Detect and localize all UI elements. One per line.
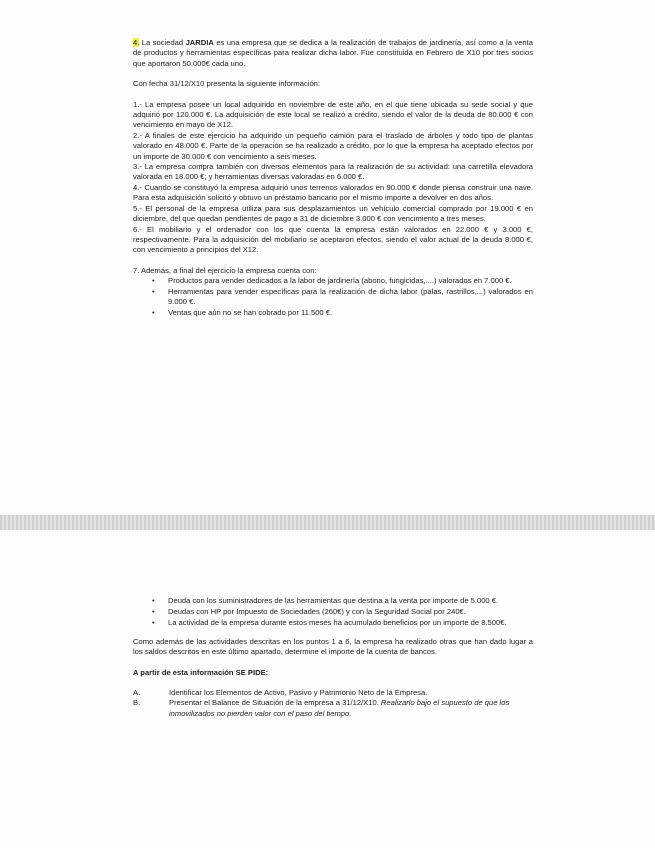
item-2: 2.- A finales de este ejercicio ha adquirido un pequeño camión para el traslado de árboles y todo tipo de plantas valorado en 48.000 €. Parte de la operación se ha realizado a crédito, por lo que la empresa ha aceptado efectos por un importe de 30.000 € con vencimiento a seis meses.	[133, 130, 533, 161]
request-heading: A partir de esta información SE PIDE:	[133, 667, 269, 677]
bullet-icon: •	[152, 617, 155, 627]
request-text: Identificar los Elementos de Activo, Pasivo y Patrimonio Neto de la Empresa.	[169, 687, 428, 697]
page-1-text	[133, 38, 533, 319]
page-2-text	[133, 596, 533, 719]
item-6: 6.- El mobiliario y el ordenador con los que cuenta la empresa están valorados en 22.000 € y 3.000 €, respectivamente. Para la adquisición del mobiliario se aceptaron efectos, siendo el valor actual de la deuda 8.000 €, con vencimiento a principios del X12.	[133, 224, 533, 255]
item-7-intro: 7. Además, a final del ejercicio la empresa cuenta con:	[133, 265, 317, 275]
item-7-bullet-list	[133, 276, 533, 319]
item-4: 4.- Cuando se constituyó la empresa adquirió unos terrenos valorados en 90.000 € donde piensa construir una nave. Para esta adquisición solicitó y obtuvo un préstamo bancario por el mismo importe a devolver en dos años.	[133, 182, 533, 203]
date-line: Con fecha 31/12/X10 presenta la siguiente información:	[133, 79, 321, 89]
request-b	[133, 698, 533, 719]
item-3: 3.- La empresa compra también con diversos elementos para la realización de su actividad: una carretilla elevadora valorada en 18.000 €; y herramientas diversas valoradas en 6.000 €.	[133, 162, 533, 182]
bullet-icon: •	[152, 308, 155, 318]
list-item: • Ventas que aún no se han cobrado por 11.500 €.	[152, 308, 333, 318]
exercise-number-highlight: 4.	[133, 38, 140, 47]
bullet-icon: •	[152, 596, 155, 605]
continued-bullet-list	[133, 596, 533, 628]
request-text: Presentar el Balance de Situación de la empresa a 31/12/X10.	[169, 698, 381, 708]
list-item: • Deuda con los suministradores de las herramientas que destina a la venta por importe de 5.000 €.	[152, 596, 499, 605]
list-item: • La actividad de la empresa durante estos meses ha acumulado beneficios por un importe de 8.500€.	[152, 617, 507, 627]
request-label: A.	[133, 687, 141, 697]
list-item: • Deudas con HP por Impuesto de Sociedades (260€) y con la Seguridad Social por 240€.	[152, 606, 466, 616]
intro-paragraph: 4. La sociedad JARDIA es una empresa que se dedica a la realización de trabajos de jardinería, así como a la venta de productos y herramientas específicas para realizar dicha labor. Fue constituida en Febrero de X10 por tres socios que aportaron 50.000€ cada uno.	[133, 38, 533, 68]
item-5: 5.- El personal de la empresa utiliza para sus desplazamientos un vehículo comercial comprado por 19.000 € en diciembre, del que quedan pendientes de pago a 31 de diciembre 3.000 € con vencimiento a tres meses.	[133, 203, 533, 224]
request-note: Realizarlo bajo el supuesto de que los inmovilizados no pierden valor con el paso del tiempo.	[169, 698, 510, 718]
list-item: • Herramientas para vender específicas para la realización de dicha labor (palas, rastrillos,...) valorados en 9.000 €.	[152, 287, 533, 307]
request-a	[133, 688, 533, 698]
bullet-icon: •	[152, 606, 155, 616]
company-name: JARDIA	[185, 38, 214, 47]
bullet-icon: •	[152, 276, 155, 286]
document-page-2	[0, 530, 655, 848]
request-label: B.	[133, 698, 141, 708]
list-item: • Productos para vender dedicados a la labor de jardinería (abono, fungicidas,....) valorados en 7.000 €.	[152, 276, 512, 286]
item-1: 1.- La empresa posee un local adquirido en noviembre de este año, en el que tiene ubicada su sede social y que adquirió por 120.000 €. La adquisición de este local se realizó a crédito, siendo el valor de la deuda de 80.000 € con vencimiento en mayo de X12.	[133, 99, 533, 130]
summary-paragraph: Como además de las actividades descritas en los puntos 1 a 6, la empresa ha realizado otras que han dado lugar a los saldos descritos en este último apartado, determine el importe de la cuenta de bancos.	[133, 636, 533, 657]
bullet-icon: •	[152, 287, 155, 297]
page-divider	[0, 515, 655, 530]
